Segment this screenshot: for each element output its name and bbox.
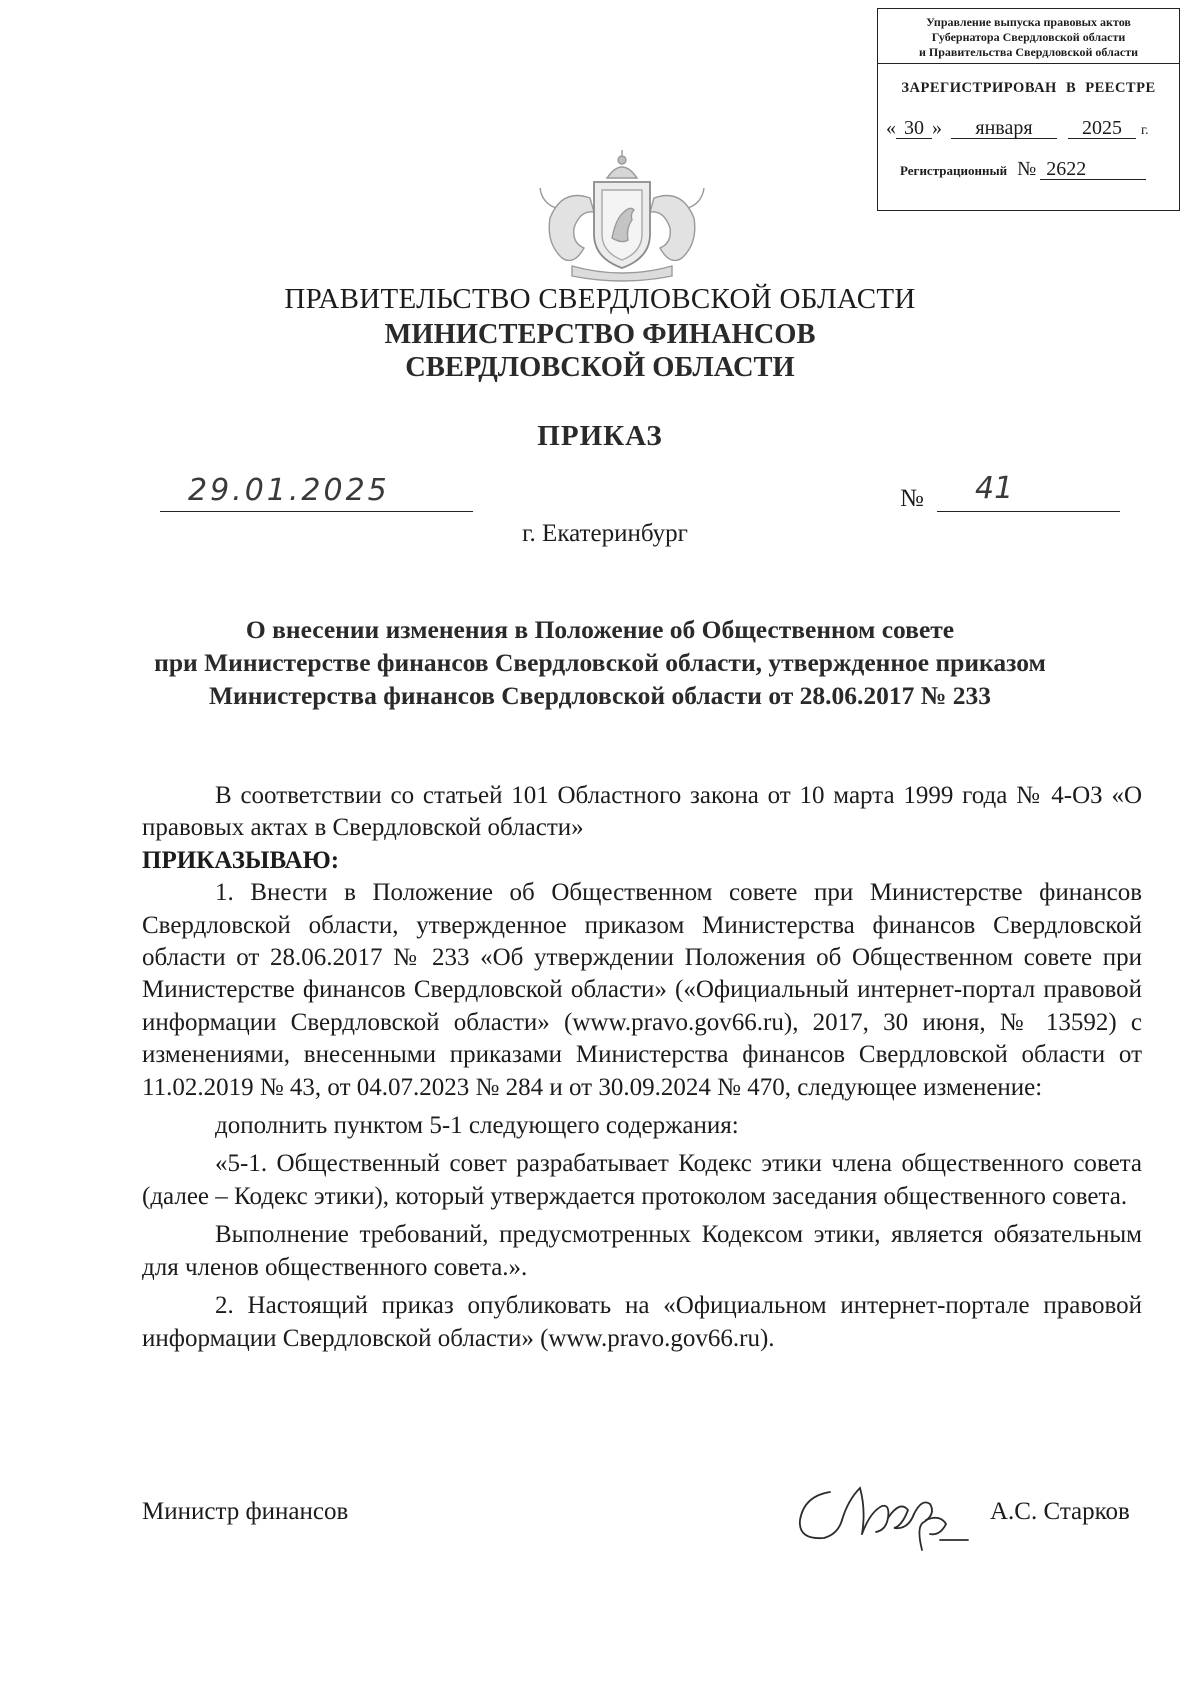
- ministry-title-line: СВЕРДЛОВСКОЙ ОБЛАСТИ: [405, 352, 795, 383]
- stamp-year: 2025: [1068, 118, 1136, 139]
- item-1-quote-paragraph-2: Выполнение требований, предусмотренных Кодексом этики, является обязательным для членов общественного совета.».: [142, 1221, 1142, 1281]
- order-number-label: №: [900, 485, 924, 512]
- stamp-date: [886, 117, 1179, 140]
- stamp-header-line: и Правительства Свердловской области: [919, 45, 1138, 59]
- document-type: ПРИКАЗ: [537, 420, 663, 452]
- coat-of-arms-icon: [532, 148, 712, 286]
- item-1-quote-paragraph: «5-1. Общественный совет разрабатывает Кодекс этики члена общественного совета (далее – Кодекс этики), который утверждается протоколом заседания общественного совета.: [142, 1150, 1142, 1210]
- order-word: ПРИКАЗЫВАЮ:: [142, 846, 340, 874]
- order-body: [142, 780, 1142, 1355]
- order-city: г. Екатеринбург: [522, 520, 688, 547]
- stamp-registered-label: ЗАРЕГИСТРИРОВАН В РЕЕСТРЕ: [901, 80, 1156, 96]
- order-title: [130, 613, 1070, 712]
- order-date-field: [160, 475, 473, 512]
- stamp-year-suffix: г.: [1141, 123, 1149, 138]
- stamp-reg-number: 2622: [1040, 159, 1146, 180]
- stamp-header: [878, 9, 1179, 64]
- order-number: 41: [975, 471, 1014, 506]
- stamp-reg-label: Регистрационный: [900, 163, 1008, 178]
- ministry-title: [0, 318, 1200, 384]
- stamp-header-line: Управление выпуска правовых актов: [926, 15, 1131, 29]
- stamp-header-line: Губернатора Свердловской области: [931, 30, 1126, 44]
- handwritten-signature: [790, 1470, 972, 1560]
- order-number-field: [937, 471, 1120, 512]
- stamp-reg-number-row: [900, 158, 1179, 181]
- preamble-paragraph: В соответствии со статьей 101 Областного закона от 10 марта 1999 года № 4-ОЗ «О правовых актах в Свердловской области»: [142, 782, 1142, 842]
- order-title-line: О внесении изменения в Положение об Общественном совете: [245, 615, 955, 644]
- order-title-line: Министерства финансов Свердловской области от 28.06.2017 № 233: [208, 681, 992, 710]
- item-2-paragraph: 2. Настоящий приказ опубликовать на «Официальном интернет-портале правовой информации Свердловской области» (www.pravo.gov66.ru).: [142, 1292, 1142, 1352]
- ministry-title-line: МИНИСТЕРСТВО ФИНАНСОВ: [384, 319, 816, 350]
- signatory-name: А.С. Старков: [990, 1498, 1130, 1525]
- stamp-month: января: [951, 118, 1057, 139]
- item-1-paragraph: 1. Внести в Положение об Общественном совете при Министерстве финансов Свердловской области, утвержденное приказом Министерства финансов Свердловской области от 28.06.2017 № 233 «Об утверждении Положения об Общественном совете при Министерстве финансов Свердловской области» («Официальный интернет-портал правовой информации Свердловской области» (www.pravo.gov66.ru), 2017, 30 июня, № 13592) с изменениями, внесенными приказами Министерства финансов Свердловской области от 11.02.2019 № 43, от 04.07.2023 № 284 и от 30.09.2024 № 470, следующее изменение:: [142, 879, 1142, 1101]
- order-date: 29.01.2025: [188, 473, 390, 508]
- stamp-no-sign: №: [1017, 158, 1037, 180]
- registration-stamp: [877, 8, 1180, 211]
- stamp-quote-close: »: [932, 117, 942, 139]
- order-title-line: при Министерстве финансов Свердловской области, утвержденное приказом: [154, 648, 1046, 677]
- stamp-quote-open: «: [886, 117, 896, 139]
- government-title: ПРАВИТЕЛЬСТВО СВЕРДЛОВСКОЙ ОБЛАСТИ: [284, 283, 916, 315]
- signatory-role: Министр финансов: [142, 1498, 349, 1525]
- item-1-sub-paragraph: дополнить пунктом 5-1 следующего содержания:: [215, 1112, 739, 1140]
- stamp-day: 30: [896, 118, 932, 139]
